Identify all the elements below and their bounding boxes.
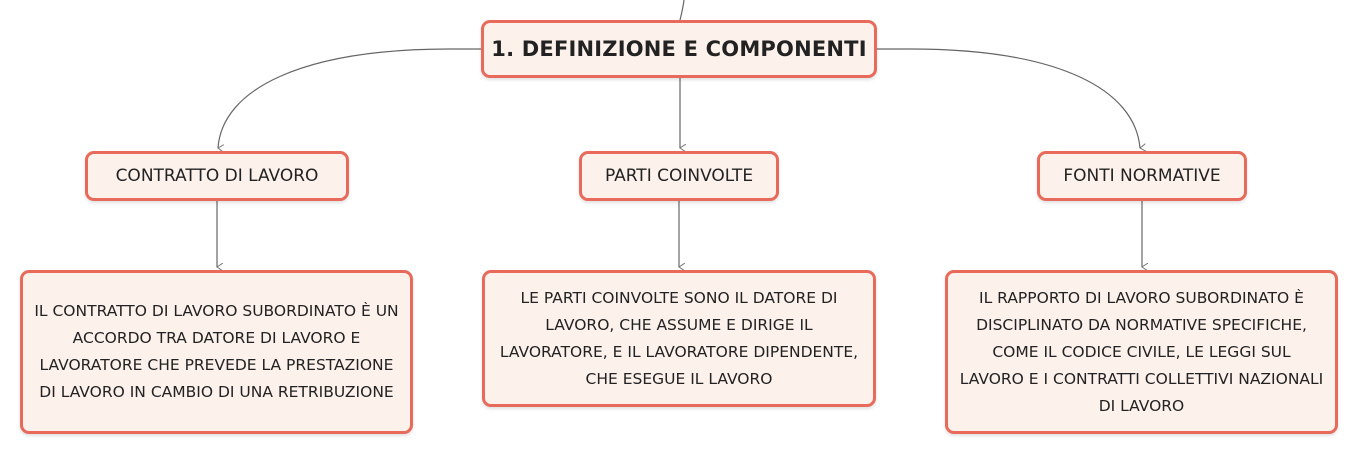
root-node-title: 1. DEFINIZIONE E COMPONENTI <box>491 37 867 61</box>
detail-node-text: IL CONTRATTO DI LAVORO SUBORDINATO È UN ACCORDO TRA DATORE DI LAVORO E LAVORATORE CHE PREVEDE LA PRESTAZIONE DI LAVORO IN CAMBIO DI UNA RETRIBUZIONE <box>34 302 399 401</box>
branch-node-fonti-normative[interactable] <box>1037 151 1247 201</box>
detail-node-text: LE PARTI COINVOLTE SONO IL DATORE DI LAVORO, CHE ASSUME E DIRIGE IL LAVORATORE, E IL LAVORATORE DIPENDENTE, CHE ESEGUE IL LAVORO <box>499 288 859 388</box>
detail-node-fonti-normative[interactable] <box>945 270 1338 434</box>
detail-node-parti-coinvolte[interactable] <box>482 270 876 407</box>
connector-parent-to-root <box>680 0 684 20</box>
branch-node-parti-coinvolte[interactable] <box>579 151 779 201</box>
branch-node-label: PARTI COINVOLTE <box>604 166 754 186</box>
connector-root-to-fonti <box>877 49 1140 148</box>
branch-node-label: CONTRATTO DI LAVORO <box>115 166 319 186</box>
branch-node-label: FONTI NORMATIVE <box>1063 166 1221 186</box>
branch-node-contratto-di-lavoro[interactable] <box>85 151 349 201</box>
detail-node-text: IL RAPPORTO DI LAVORO SUBORDINATO È DISCIPLINATO DA NORMATIVE SPECIFICHE, COME IL CODICE CIVILE, LE LEGGI SUL LAVORO E I CONTRATTI COLLETTIVI NAZIONALI DI LAVORO <box>959 288 1324 415</box>
connector-root-to-contratto <box>218 49 481 148</box>
root-node[interactable] <box>481 20 877 78</box>
detail-node-contratto-di-lavoro[interactable] <box>20 270 413 434</box>
